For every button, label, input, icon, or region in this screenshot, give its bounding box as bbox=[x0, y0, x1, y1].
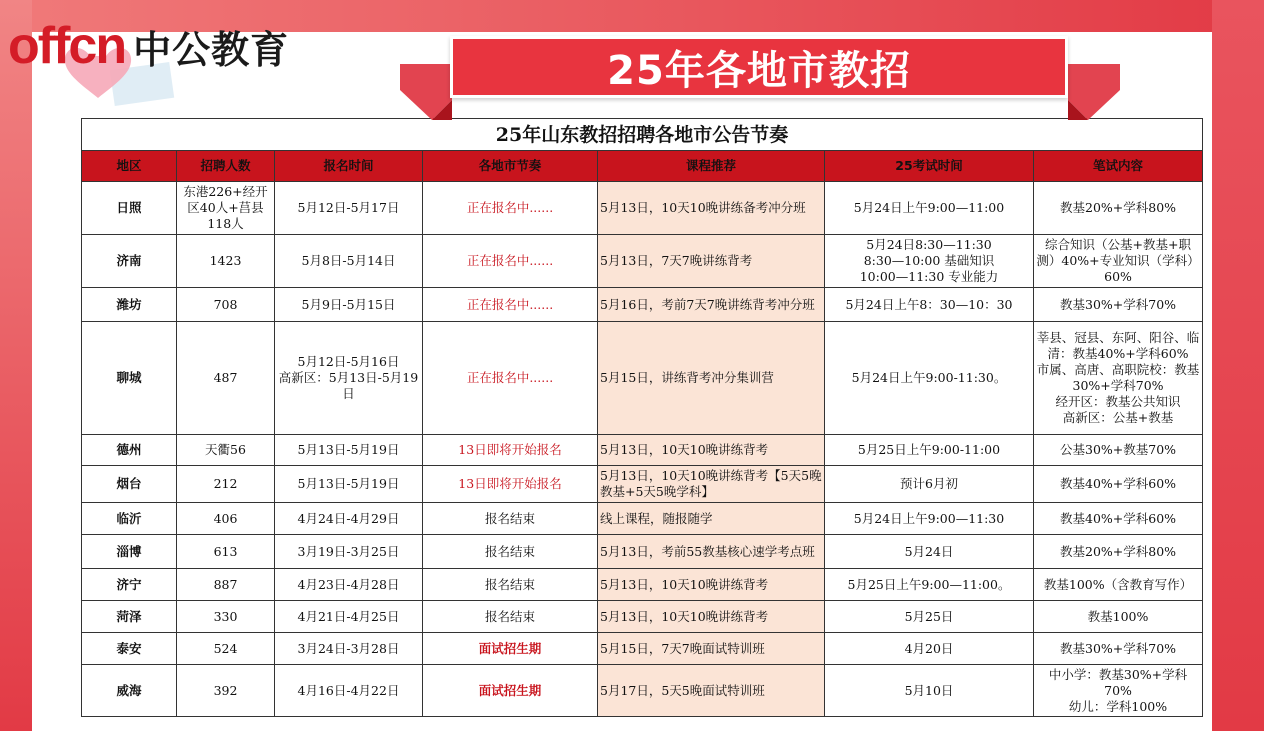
cell-exam-content: 莘县、冠县、东阿、阳谷、临清：教基40%+学科60% 市属、高唐、高职院校：教基30%+学科70% 经开区：教基公共知识 高新区：公基+教基 bbox=[1034, 322, 1203, 435]
cell-signup-time: 5月13日-5月19日 bbox=[275, 435, 423, 466]
table-row bbox=[82, 235, 1203, 288]
header-signup-time: 报名时间 bbox=[275, 151, 423, 182]
cell-exam-content: 教基40%+学科60% bbox=[1034, 503, 1203, 535]
cell-city-progress: 13日即将开始报名 bbox=[423, 435, 598, 466]
table-row bbox=[82, 435, 1203, 466]
cell-region: 临沂 bbox=[82, 503, 177, 535]
cell-signup-time: 5月12日-5月17日 bbox=[275, 182, 423, 235]
cell-exam-content: 中小学：教基30%+学科70% 幼儿：学科100% bbox=[1034, 665, 1203, 717]
cell-region: 德州 bbox=[82, 435, 177, 466]
cell-city-progress: 面试招生期 bbox=[423, 633, 598, 665]
cell-recruit-count: 406 bbox=[177, 503, 275, 535]
table-row bbox=[82, 601, 1203, 633]
cell-region: 济南 bbox=[82, 235, 177, 288]
cell-recruit-count: 330 bbox=[177, 601, 275, 633]
cell-exam-time: 5月25日上午9:00-11:00 bbox=[825, 435, 1034, 466]
cell-course: 5月13日，10天10晚讲练备考冲分班 bbox=[598, 182, 825, 235]
cell-region: 济宁 bbox=[82, 569, 177, 601]
cell-region: 菏泽 bbox=[82, 601, 177, 633]
title-ribbon bbox=[400, 28, 1120, 120]
cell-city-progress: 13日即将开始报名 bbox=[423, 466, 598, 503]
header-course: 课程推荐 bbox=[598, 151, 825, 182]
cell-recruit-count: 708 bbox=[177, 288, 275, 322]
cell-region: 日照 bbox=[82, 182, 177, 235]
cell-exam-content: 教基30%+学科70% bbox=[1034, 288, 1203, 322]
cell-signup-time: 3月19日-3月25日 bbox=[275, 535, 423, 569]
table-row bbox=[82, 322, 1203, 435]
table-row bbox=[82, 633, 1203, 665]
cell-exam-time: 5月24日上午9:00—11:30 bbox=[825, 503, 1034, 535]
header-city-progress: 各地市节奏 bbox=[423, 151, 598, 182]
cell-signup-time: 5月9日-5月15日 bbox=[275, 288, 423, 322]
cell-city-progress: 面试招生期 bbox=[423, 665, 598, 717]
cell-recruit-count: 1423 bbox=[177, 235, 275, 288]
cell-course: 5月15日，讲练背考冲分集训营 bbox=[598, 322, 825, 435]
cell-signup-time: 5月13日-5月19日 bbox=[275, 466, 423, 503]
table-row bbox=[82, 466, 1203, 503]
banner-title: 25年各地市教招 bbox=[450, 36, 1068, 98]
table-row bbox=[82, 288, 1203, 322]
cell-exam-time: 5月24日上午9:00—11:00 bbox=[825, 182, 1034, 235]
right-band bbox=[1212, 0, 1264, 731]
cell-recruit-count: 天衢56 bbox=[177, 435, 275, 466]
cell-city-progress: 报名结束 bbox=[423, 601, 598, 633]
cell-city-progress: 正在报名中...... bbox=[423, 182, 598, 235]
cell-signup-time: 5月12日-5月16日 高新区：5月13日-5月19日 bbox=[275, 322, 423, 435]
cell-course: 5月17日，5天5晚面试特训班 bbox=[598, 665, 825, 717]
cell-recruit-count: 392 bbox=[177, 665, 275, 717]
cell-course: 线上课程，随报随学 bbox=[598, 503, 825, 535]
cell-course: 5月13日，10天10晚讲练背考 bbox=[598, 569, 825, 601]
cell-signup-time: 4月21日-4月25日 bbox=[275, 601, 423, 633]
cell-city-progress: 正在报名中...... bbox=[423, 322, 598, 435]
cell-exam-content: 教基40%+学科60% bbox=[1034, 466, 1203, 503]
cell-city-progress: 报名结束 bbox=[423, 569, 598, 601]
cell-exam-time: 4月20日 bbox=[825, 633, 1034, 665]
cell-region: 威海 bbox=[82, 665, 177, 717]
cell-exam-time: 预计6月初 bbox=[825, 466, 1034, 503]
cell-region: 聊城 bbox=[82, 322, 177, 435]
cell-city-progress: 报名结束 bbox=[423, 535, 598, 569]
cell-region: 泰安 bbox=[82, 633, 177, 665]
table-row bbox=[82, 665, 1203, 717]
cell-course: 5月13日，7天7晚讲练背考 bbox=[598, 235, 825, 288]
header-recruit-count: 招聘人数 bbox=[177, 151, 275, 182]
table-caption: 25年山东教招招聘各地市公告节奏 bbox=[82, 119, 1203, 151]
cell-course: 5月13日，10天10晚讲练背考 bbox=[598, 601, 825, 633]
cell-signup-time: 4月16日-4月22日 bbox=[275, 665, 423, 717]
cell-signup-time: 4月24日-4月29日 bbox=[275, 503, 423, 535]
cell-recruit-count: 887 bbox=[177, 569, 275, 601]
cell-exam-time: 5月24日 bbox=[825, 535, 1034, 569]
cell-region: 潍坊 bbox=[82, 288, 177, 322]
logo-latin-text: offcn bbox=[8, 17, 126, 75]
cell-signup-time: 4月23日-4月28日 bbox=[275, 569, 423, 601]
cell-region: 烟台 bbox=[82, 466, 177, 503]
table-row bbox=[82, 182, 1203, 235]
table-row bbox=[82, 569, 1203, 601]
cell-exam-time: 5月24日上午9:00-11:30。 bbox=[825, 322, 1034, 435]
cell-exam-time: 5月25日 bbox=[825, 601, 1034, 633]
cell-recruit-count: 东港226+经开区40人+莒县118人 bbox=[177, 182, 275, 235]
cell-course: 5月15日，7天7晚面试特训班 bbox=[598, 633, 825, 665]
header-exam-time: 25考试时间 bbox=[825, 151, 1034, 182]
recruitment-table bbox=[81, 118, 1203, 717]
cell-course: 5月16日，考前7天7晚讲练背考冲分班 bbox=[598, 288, 825, 322]
cell-exam-content: 公基30%+教基70% bbox=[1034, 435, 1203, 466]
cell-exam-content: 教基20%+学科80% bbox=[1034, 182, 1203, 235]
left-band bbox=[0, 0, 32, 731]
cell-exam-time: 5月24日8:30—11:30 8:30—10:00 基础知识 10:00—11:30 专业能力 bbox=[825, 235, 1034, 288]
table-row bbox=[82, 535, 1203, 569]
cell-exam-time: 5月10日 bbox=[825, 665, 1034, 717]
cell-exam-content: 综合知识（公基+教基+职测）40%+专业知识（学科）60% bbox=[1034, 235, 1203, 288]
cell-recruit-count: 524 bbox=[177, 633, 275, 665]
cell-recruit-count: 487 bbox=[177, 322, 275, 435]
table-row bbox=[82, 503, 1203, 535]
cell-exam-time: 5月24日上午8：30—10：30 bbox=[825, 288, 1034, 322]
cell-exam-content: 教基100%（含教育写作） bbox=[1034, 569, 1203, 601]
cell-city-progress: 报名结束 bbox=[423, 503, 598, 535]
cell-exam-content: 教基100% bbox=[1034, 601, 1203, 633]
cell-exam-content: 教基20%+学科80% bbox=[1034, 535, 1203, 569]
cell-city-progress: 正在报名中...... bbox=[423, 235, 598, 288]
cell-signup-time: 3月24日-3月28日 bbox=[275, 633, 423, 665]
cell-signup-time: 5月8日-5月14日 bbox=[275, 235, 423, 288]
cell-exam-time: 5月25日上午9:00—11:00。 bbox=[825, 569, 1034, 601]
cell-course: 5月13日，10天10晚讲练背考【5天5晚教基+5天5晚学科】 bbox=[598, 466, 825, 503]
cell-exam-content: 教基30%+学科70% bbox=[1034, 633, 1203, 665]
cell-course: 5月13日，考前55教基核心速学考点班 bbox=[598, 535, 825, 569]
cell-region: 淄博 bbox=[82, 535, 177, 569]
header-region: 地区 bbox=[82, 151, 177, 182]
cell-recruit-count: 212 bbox=[177, 466, 275, 503]
logo-chinese-text: 中公教育 bbox=[133, 27, 290, 72]
cell-city-progress: 正在报名中...... bbox=[423, 288, 598, 322]
cell-recruit-count: 613 bbox=[177, 535, 275, 569]
cell-course: 5月13日，10天10晚讲练背考 bbox=[598, 435, 825, 466]
brand-logo bbox=[8, 14, 289, 78]
header-exam-content: 笔试内容 bbox=[1034, 151, 1203, 182]
